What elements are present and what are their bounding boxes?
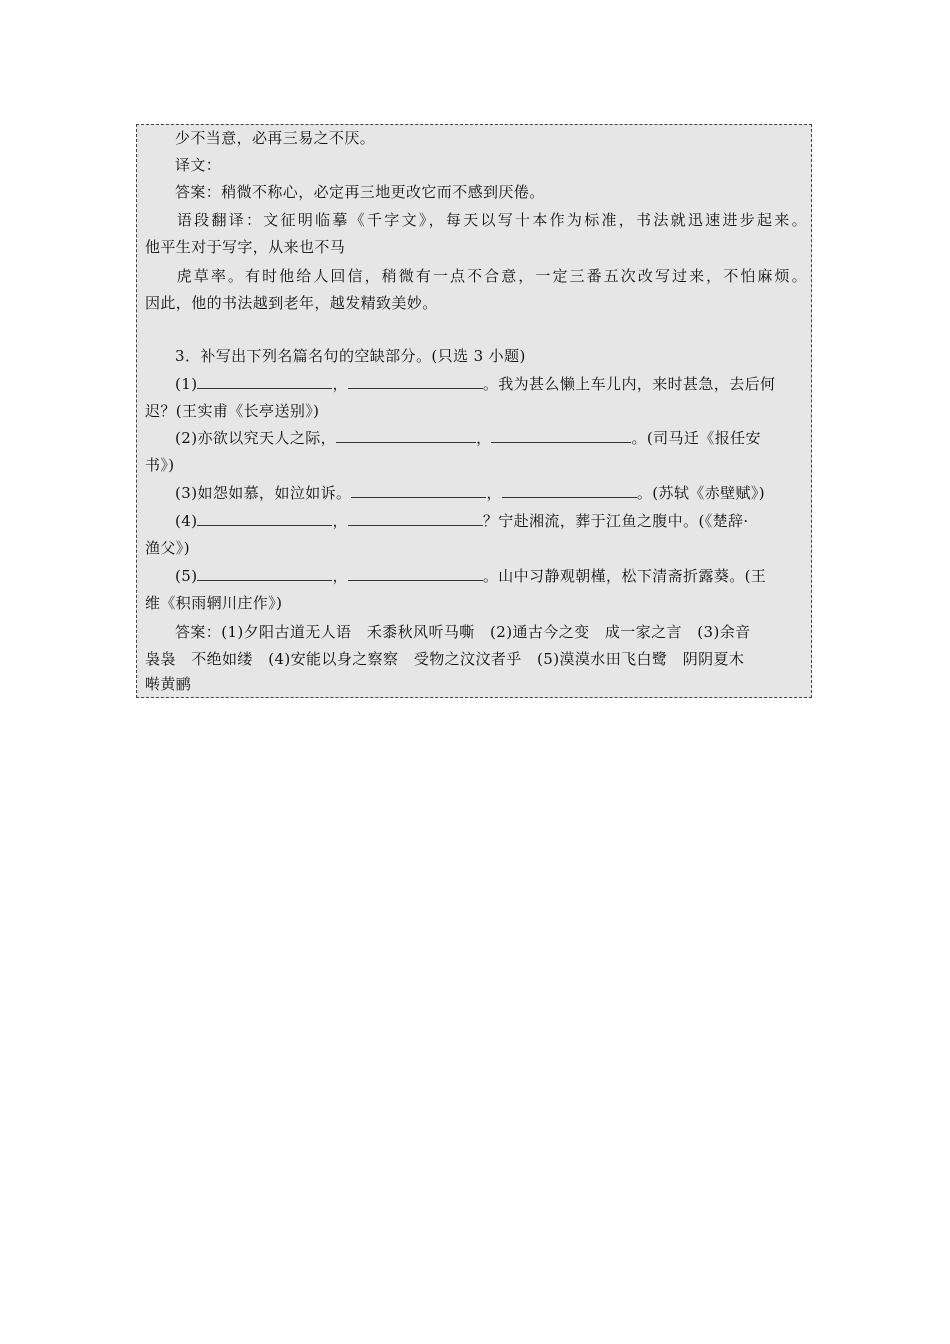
item-source: 书》): [145, 456, 175, 474]
answer-blank[interactable]: [348, 374, 483, 389]
answer-blank[interactable]: [197, 374, 332, 389]
question-3-stem: [145, 343, 807, 370]
fanyi-text-1: 语段翻译：文征明临摹《千字文》，每天以写十本作为标准，书法就迅速进步起来。: [175, 211, 807, 229]
comma: ，: [476, 429, 492, 447]
item-text: 。(苏轼《赤壁赋》): [636, 484, 766, 502]
question-3-item-4: [145, 508, 807, 535]
item-text: 。山中习静观朝槿，松下清斋折露葵。(王: [482, 567, 767, 585]
item-text: 。(司马迁《报任安: [631, 429, 761, 447]
item-source: 迟？(王实甫《长亭送别》): [145, 402, 320, 420]
question-3-item-4-line-2: [145, 535, 807, 562]
answer-blank[interactable]: [348, 566, 483, 581]
fanyi-line-3: [145, 263, 807, 290]
fanyi-text-2: 他平生对于写字，从来也不马: [145, 238, 346, 256]
answer-text: 答案：稍微不称心，必定再三地更改它而不感到厌倦。: [175, 183, 545, 201]
question-3-answer-line-1: [145, 619, 807, 646]
item-text: ？宁赴湘流，葬于江鱼之腹中。(《楚辞·: [482, 512, 749, 530]
question-3-item-1: [145, 371, 807, 398]
answer-blank[interactable]: [336, 428, 476, 443]
content-box: [136, 124, 812, 698]
comma: ，: [332, 567, 348, 585]
item-text: 。我为甚么懒上车儿内，来时甚急，去后何: [482, 375, 776, 393]
question-3-item-1-line-2: [145, 398, 807, 425]
answer-blank[interactable]: [502, 483, 637, 498]
item-text: (2)亦欲以究天人之际，: [175, 429, 337, 447]
question-stem: 3．补写出下列名篇名句的空缺部分。(只选 3 小题): [175, 347, 526, 365]
answer-blank[interactable]: [197, 566, 332, 581]
comma: ，: [486, 484, 502, 502]
item-text: (3)如怨如慕，如泣如诉。: [175, 484, 352, 502]
fanyi-text-3: 虎草率。有时他给人回信，稍微有一点不合意，一定三番五次改写过来，不怕麻烦。: [175, 267, 807, 285]
translation-label: 译文：: [175, 156, 222, 174]
question-3-item-2: [145, 425, 807, 452]
item-source: 渔父》): [145, 539, 190, 557]
answer-text: 答案：(1)夕阳古道无人语 禾黍秋风听马嘶 (2)通古今之变 成一家之言 (3)余音: [175, 623, 751, 641]
original-text: 少不当意，必再三易之不厌。: [175, 129, 376, 147]
fanyi-text-4: 因此，他的书法越到老年，越发精致美妙。: [145, 294, 438, 312]
comma: ，: [332, 512, 348, 530]
fanyi-line-4: [145, 290, 807, 317]
answer-blank[interactable]: [351, 483, 486, 498]
question-3-item-5-line-2: [145, 590, 807, 617]
translation-label-line: [145, 152, 807, 179]
answer-blank[interactable]: [197, 511, 332, 526]
fanyi-line-2: [145, 234, 807, 261]
answer-blank[interactable]: [491, 428, 631, 443]
question-3-item-5: [145, 563, 807, 590]
answer-line: [145, 179, 807, 206]
question-3-item-3: [145, 480, 807, 507]
answer-text: 啭黄鹂: [145, 675, 192, 693]
question-3-answer-line-2: [145, 646, 807, 673]
original-text-line: [145, 125, 807, 152]
question-3-answer-line-3: [145, 671, 807, 698]
fanyi-line-1: [145, 207, 807, 234]
comma: ，: [332, 375, 348, 393]
answer-blank[interactable]: [348, 511, 483, 526]
item-number: (1): [175, 375, 198, 393]
item-number: (4): [175, 512, 198, 530]
item-number: (5): [175, 567, 198, 585]
item-source: 维《积雨辋川庄作》): [145, 594, 283, 612]
answer-text: 袅袅 不绝如缕 (4)安能以身之察察 受物之汶汶者乎 (5)漠漠水田飞白鹭 阴阴夏木: [145, 650, 745, 668]
question-3-item-2-line-2: [145, 452, 807, 479]
